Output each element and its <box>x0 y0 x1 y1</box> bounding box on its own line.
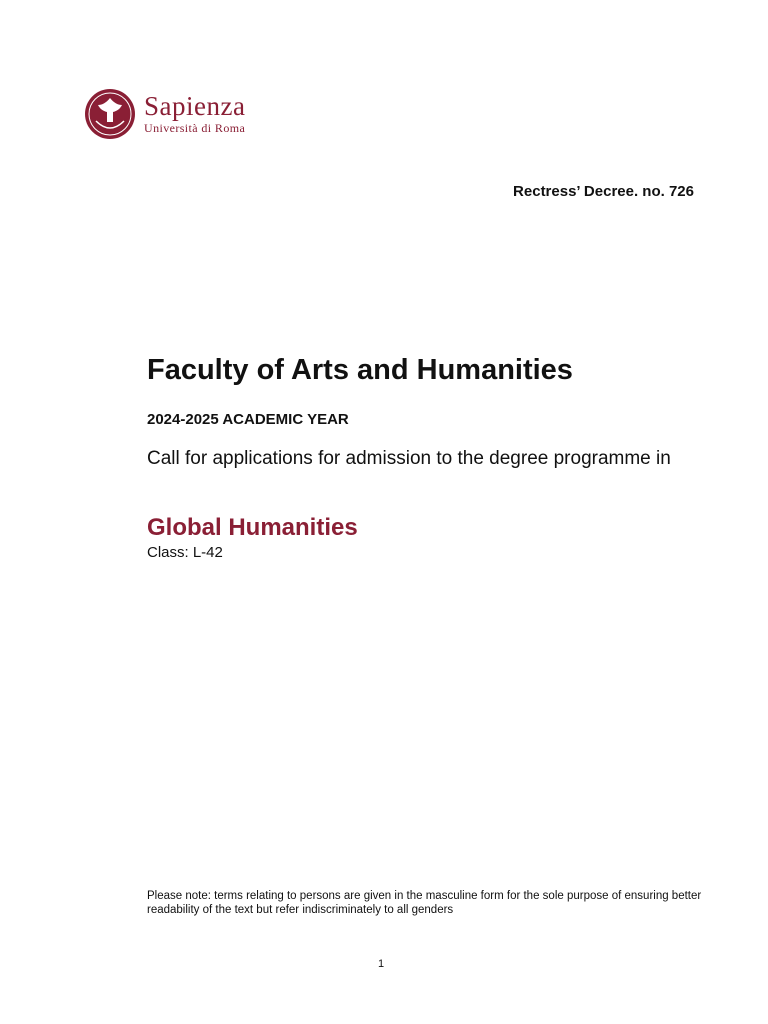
university-logo <box>84 88 245 140</box>
decree-number: Rectress’ Decree. no. 726 <box>513 183 694 200</box>
university-wordmark <box>144 93 245 135</box>
university-name: Sapienza <box>144 91 246 121</box>
academic-year: 2024-2025 ACADEMIC YEAR <box>147 411 349 428</box>
programme-title: Global Humanities <box>147 514 358 541</box>
university-subtitle: Università di Roma <box>144 121 246 135</box>
university-seal-icon <box>84 88 136 140</box>
call-text: Call for applications for admission to the degree programme in <box>147 448 671 469</box>
faculty-title: Faculty of Arts and Humanities <box>147 354 573 386</box>
page-number: 1 <box>377 958 385 970</box>
gender-note: Please note: terms relating to persons are given in the masculine form for the sole purpose of ensuring better readability of the text but refer indiscriminately to all genders <box>147 890 702 916</box>
class-label: Class: L-42 <box>147 544 223 561</box>
